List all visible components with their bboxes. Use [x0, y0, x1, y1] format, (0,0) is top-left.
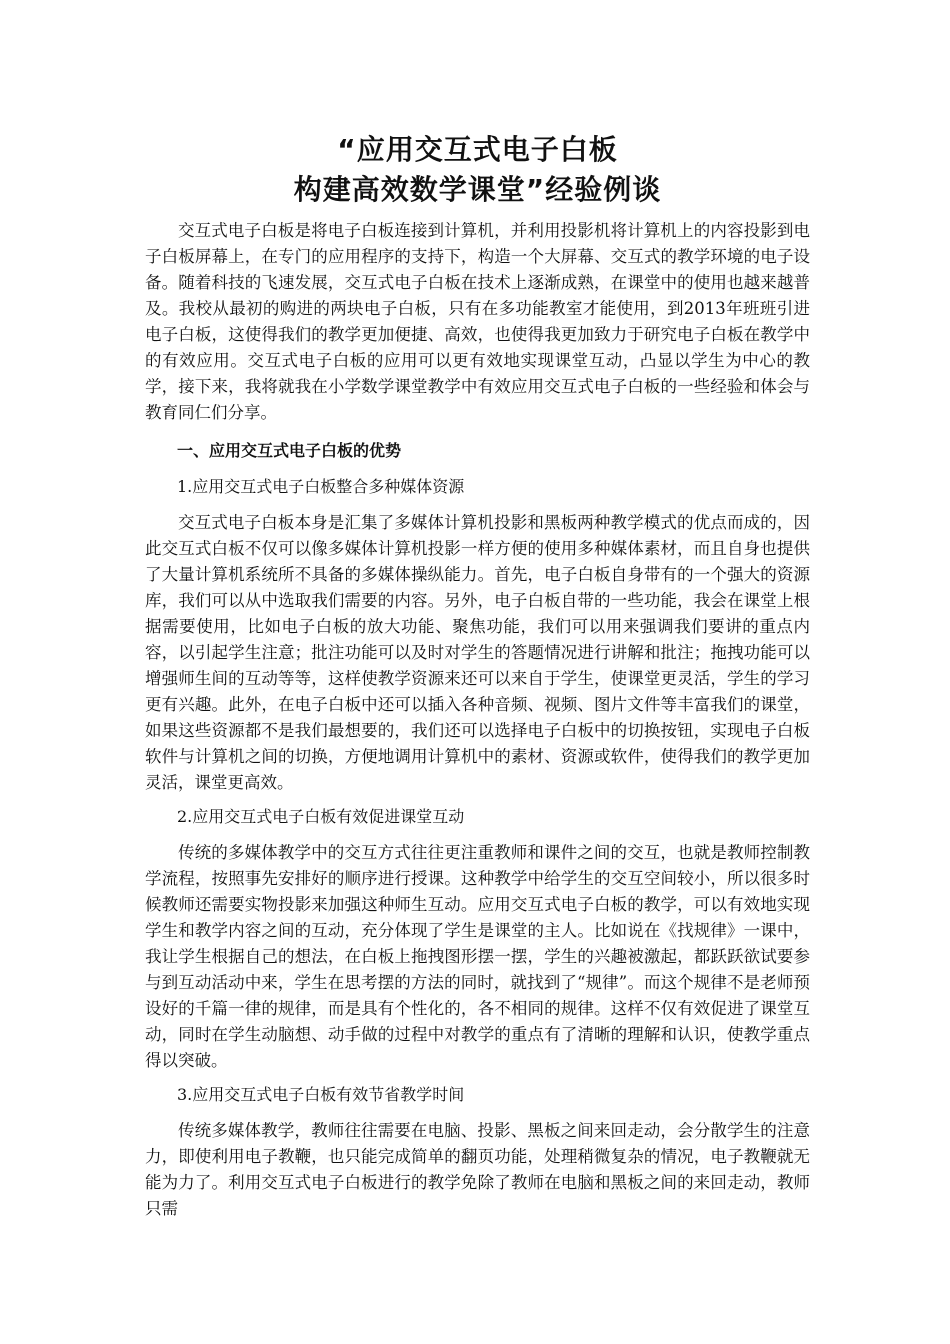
subsection-body-1: 交互式电子白板本身是汇集了多媒体计算机投影和黑板两种教学模式的优点而成的，因此交互式白板不仅可以像多媒体计算机投影一样方便的使用多种媒体素材，而且自身也提供了大量计算机系统所不具备的多媒体操纵能力。首先，电子白板自身带有的一个强大的资源库，我们可以从中选取我们需要的内容。另外，电子白板自带的一些功能，我会在课堂上根据需要使用，比如电子白板的放大功能、聚焦功能，我们可以用来强调我们要讲的重点内容，以引起学生注意；批注功能可以及时对学生的答题情况进行讲解和批注；拖拽功能可以增强师生间的互动等等，这样使教学资源来还可以来自于学生，使课堂更灵活，学生的学习更有兴趣。此外，在电子白板中还可以插入各种音频、视频、图片文件等丰富我们的课堂，如果这些资源都不是我们最想要的，我们还可以选择电子白板中的切换按钮，实现电子白板软件与计算机之间的切换，方便地调用计算机中的素材、资源或软件，使得我们的教学更加灵活，课堂更高效。 — [145, 513, 810, 792]
subsection-heading-1: 1.应用交互式电子白板整合多种媒体资源 — [177, 477, 465, 496]
document-page — [145, 130, 810, 1222]
subsection-heading-3: 3.应用交互式电子白板有效节省教学时间 — [177, 1085, 465, 1104]
intro-paragraph: 交互式电子白板是将电子白板连接到计算机，并利用投影机将计算机上的内容投影到电子白板屏幕上，在专门的应用程序的支持下，构造一个大屏幕、交互式的教学环境的电子设备。随着科技的飞速发展，交互式电子白板在技术上逐渐成熟，在课堂中的使用也越来越普及。我校从最初的购进的两块电子白板，只有在多功能教室才能使用，到2013年班班引进电子白板，这使得我们的教学更加便捷、高效，也使得我更加致力于研究电子白板在教学中的有效应用。交互式电子白板的应用可以更有效地实现课堂互动，凸显以学生为中心的教学，接下来，我将就我在小学数学课堂教学中有效应用交互式电子白板的一些经验和体会与教育同仁们分享。 — [145, 221, 810, 422]
document-title-line-1: “应用交互式电子白板 — [337, 133, 618, 166]
subsection-body-3: 传统多媒体教学，教师往往需要在电脑、投影、黑板之间来回走动，会分散学生的注意力，即使利用电子教鞭，也只能完成简单的翻页功能，处理稍微复杂的情况，电子教鞭就无能为力了。利用交互式电子白板进行的教学免除了教师在电脑和黑板之间的来回走动，教师只需 — [145, 1121, 810, 1218]
subsection-heading-2: 2.应用交互式电子白板有效促进课堂互动 — [177, 807, 465, 826]
section-heading: 一、应用交互式电子白板的优势 — [177, 441, 402, 460]
document-title-line-2: 构建高效数学课堂”经验例谈 — [293, 173, 662, 206]
title-block — [145, 130, 810, 210]
subsection-body-2: 传统的多媒体教学中的交互方式往往更注重教师和课件之间的交互，也就是教师控制教学流程，按照事先安排好的顺序进行授课。这种教学中给学生的交互空间较小，所以很多时候教师还需要实物投影来加强这种师生互动。应用交互式电子白板的教学，可以有效地实现学生和教学内容之间的互动，充分体现了学生是课堂的主人。比如说在《找规律》一课中，我让学生根据自己的想法，在白板上拖拽图形摆一摆，学生的兴趣被激起，都跃跃欲试要参与到互动活动中来，学生在思考摆的方法的同时，就找到了“规律”。而这个规律不是老师预设好的千篇一律的规律，而是具有个性化的，各不相同的规律。这样不仅有效促进了课堂互动，同时在学生动脑想、动手做的过程中对教学的重点有了清晰的理解和认识，使教学重点得以突破。 — [145, 843, 810, 1070]
